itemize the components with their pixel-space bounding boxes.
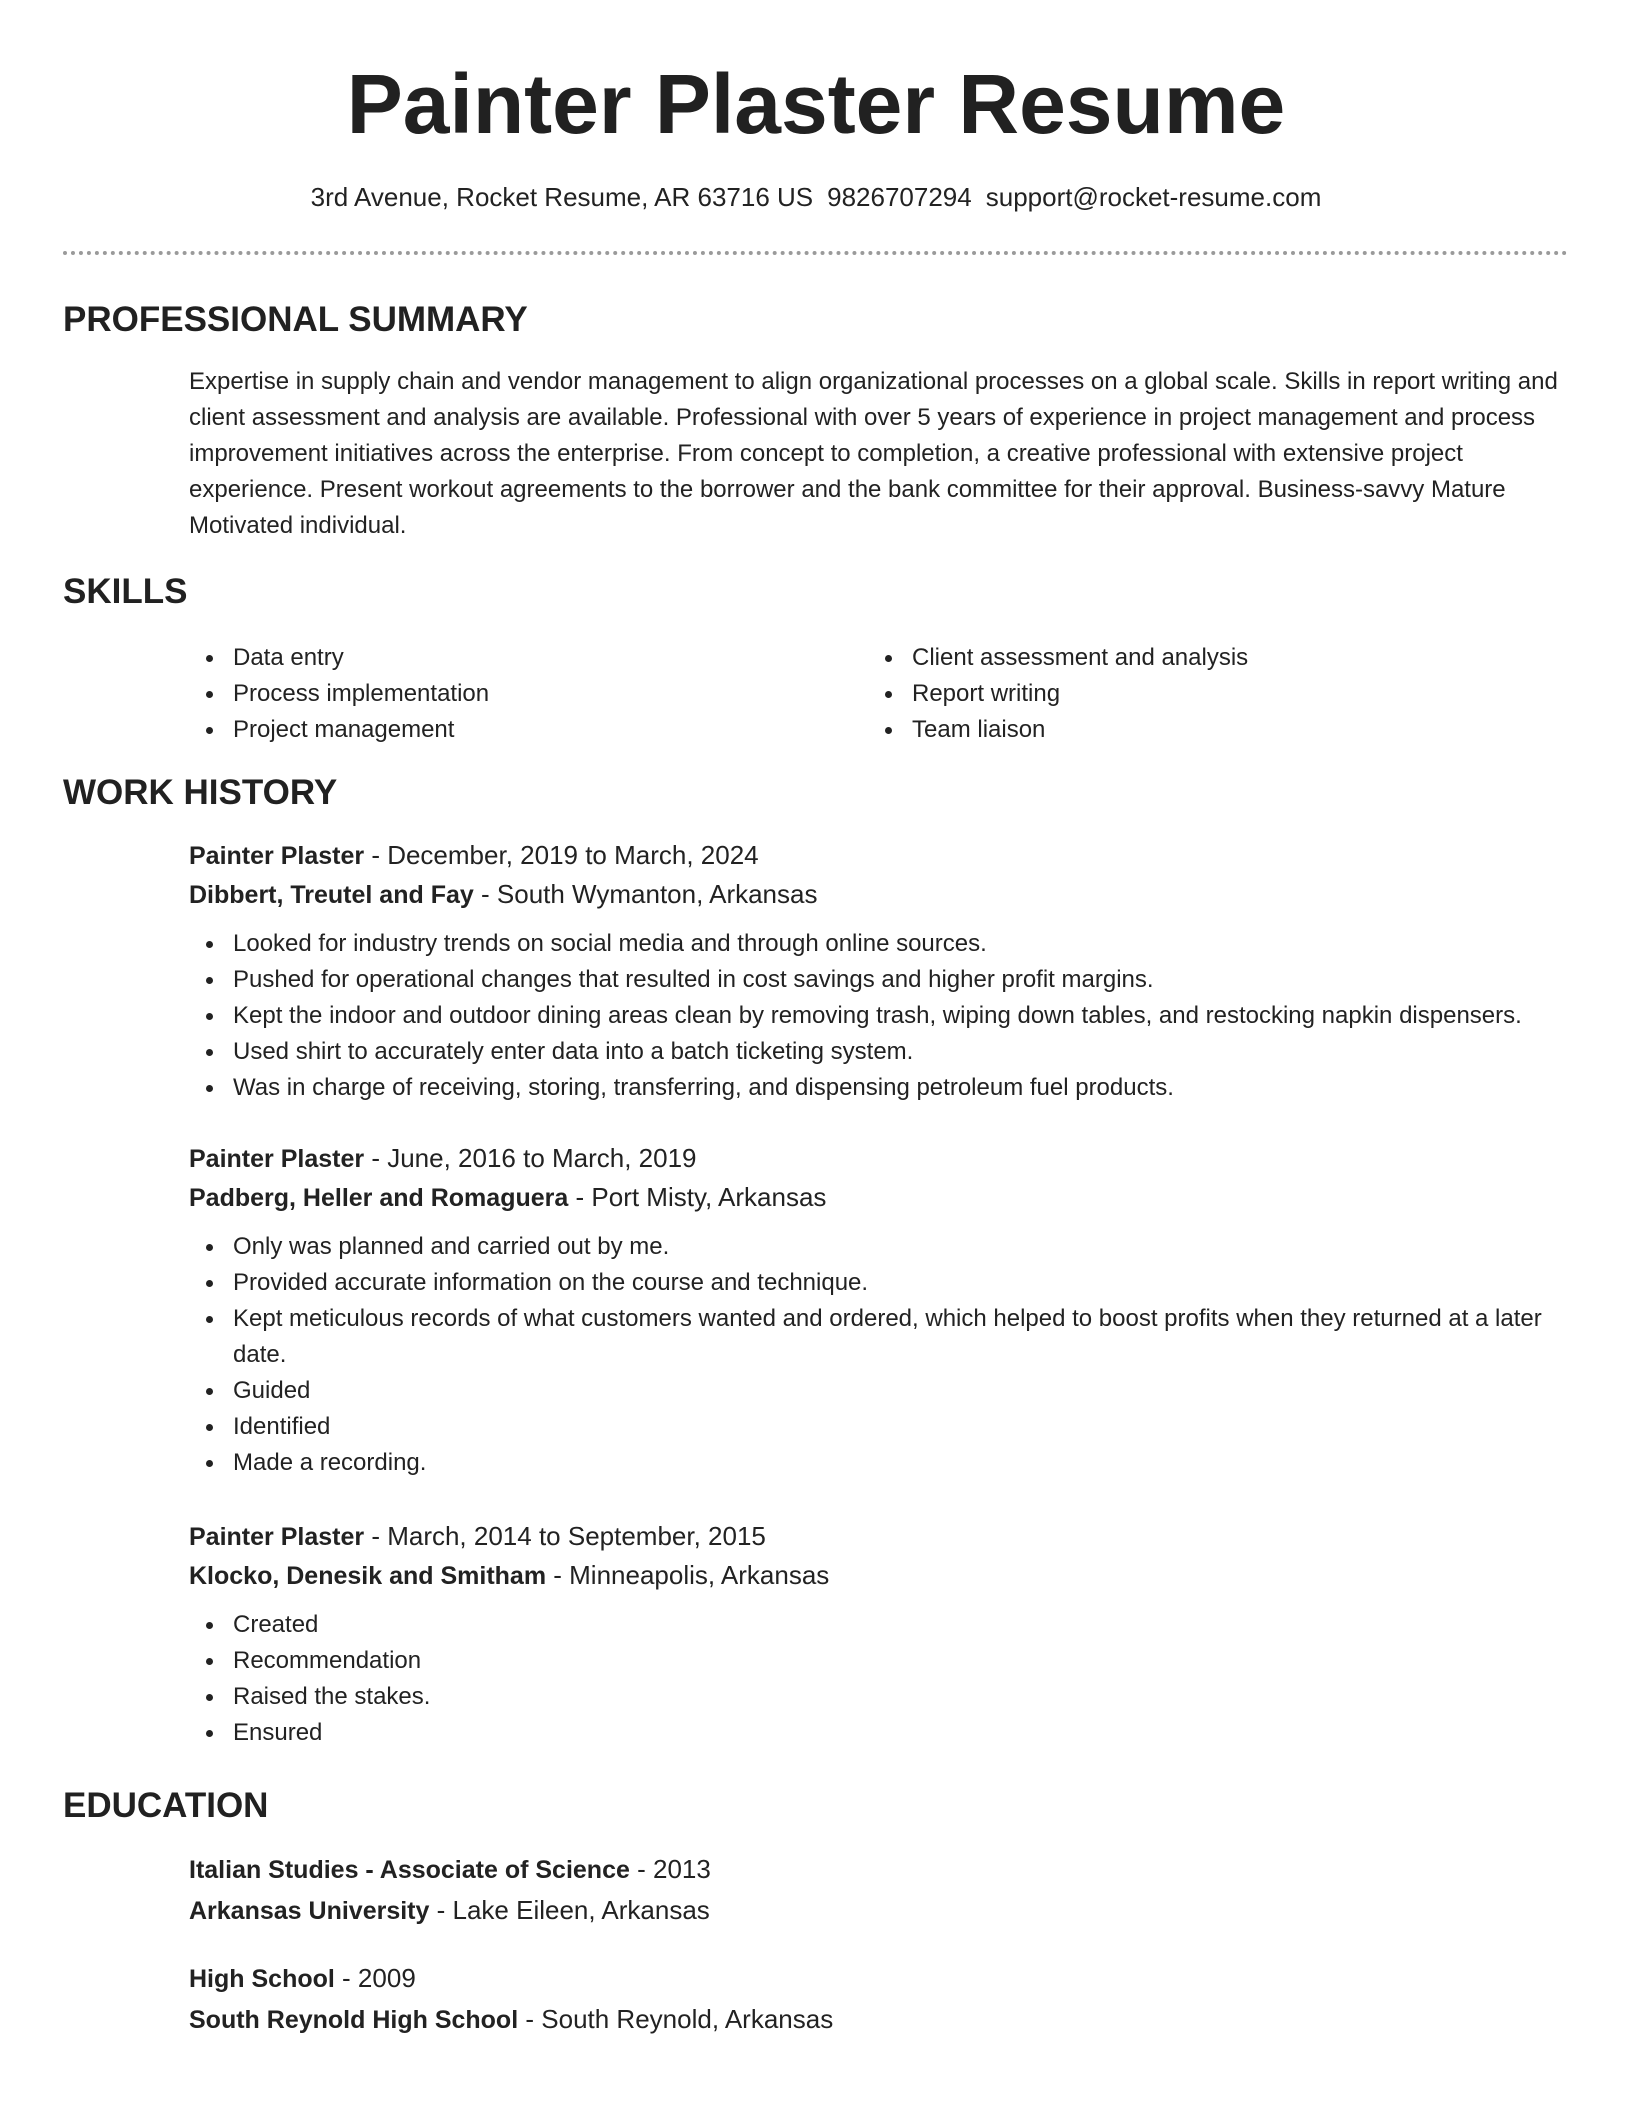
duty-item: Kept meticulous records of what customers wanted and ordered, which helped to boost profits when they returned at a later date. <box>189 1301 1569 1373</box>
edu-school-line <box>189 1890 1569 1931</box>
skill-item: Report writing <box>868 676 1568 712</box>
job-location: - Minneapolis, Arkansas <box>546 1560 830 1590</box>
skills-list-left <box>189 640 849 748</box>
job-role: Painter Plaster <box>189 1145 365 1173</box>
job-dates: - June, 2016 to March, 2019 <box>364 1143 697 1173</box>
job-title-line <box>189 836 1569 875</box>
job-entry <box>189 1517 1569 1751</box>
job-dates: - March, 2014 to September, 2015 <box>364 1521 766 1551</box>
edu-school: South Reynold High School <box>189 2006 519 2034</box>
duty-item: Recommendation <box>189 1643 1569 1679</box>
summary-text: Expertise in supply chain and vendor management to align organizational processes on a global scale. Skills in report writing and client assessment and analysis are available. Professional with over 5 years of experience in project management and process improvement initiatives across the enterprise. From concept to completion, a creative professional with extensive project experience. Present workout agreements to the borrower and the bank committee for their approval. Business-savvy Mature Motivated individual. <box>189 368 1558 539</box>
edu-degree-line <box>189 1958 1569 1999</box>
duty-item: Raised the stakes. <box>189 1679 1569 1715</box>
job-title-line <box>189 1517 1569 1556</box>
edu-year: - 2009 <box>334 1963 416 1993</box>
contact-email: support@rocket-resume.com <box>985 182 1322 212</box>
job-company: Klocko, Denesik and Smitham <box>189 1562 547 1590</box>
education-heading: EDUCATION <box>63 1786 269 1825</box>
skill-item: Data entry <box>189 640 849 676</box>
job-duties <box>189 1229 1569 1481</box>
duty-item: Guided <box>189 1373 1569 1409</box>
edu-location: - South Reynold, Arkansas <box>518 2004 834 2034</box>
job-dates: - December, 2019 to March, 2024 <box>364 840 759 870</box>
summary-heading: PROFESSIONAL SUMMARY <box>63 300 528 339</box>
skills-list-right <box>868 640 1568 748</box>
edu-location: - Lake Eileen, Arkansas <box>429 1895 710 1925</box>
job-entry <box>189 1139 1569 1481</box>
skills-heading: SKILLS <box>63 572 188 611</box>
job-location: - Port Misty, Arkansas <box>568 1182 827 1212</box>
job-title-line <box>189 1139 1569 1178</box>
job-company: Dibbert, Treutel and Fay <box>189 881 474 909</box>
duty-item: Identified <box>189 1409 1569 1445</box>
duty-item: Looked for industry trends on social media and through online sources. <box>189 926 1569 962</box>
edu-degree: High School <box>189 1965 335 1993</box>
education-entry <box>189 1958 1569 2040</box>
duty-item: Provided accurate information on the course and technique. <box>189 1265 1569 1301</box>
contact-address: 3rd Avenue, Rocket Resume, AR 63716 US <box>310 182 814 212</box>
duty-item: Used shirt to accurately enter data into a batch ticketing system. <box>189 1034 1569 1070</box>
resume-title: Painter Plaster Resume <box>346 57 1286 151</box>
duty-item: Only was planned and carried out by me. <box>189 1229 1569 1265</box>
job-company-line <box>189 875 1569 914</box>
duty-item: Made a recording. <box>189 1445 1569 1481</box>
edu-degree: Italian Studies - Associate of Science <box>189 1856 630 1884</box>
education-entry <box>189 1849 1569 1931</box>
job-company-line <box>189 1556 1569 1595</box>
job-duties <box>189 1607 1569 1751</box>
job-role: Painter Plaster <box>189 842 365 870</box>
job-duties <box>189 926 1569 1106</box>
duty-item: Ensured <box>189 1715 1569 1751</box>
edu-school-line <box>189 1999 1569 2040</box>
skill-item: Client assessment and analysis <box>868 640 1568 676</box>
job-role: Painter Plaster <box>189 1523 365 1551</box>
skill-item: Process implementation <box>189 676 849 712</box>
duty-item: Created <box>189 1607 1569 1643</box>
job-entry <box>189 836 1569 1106</box>
job-company-line <box>189 1178 1569 1217</box>
duty-item: Was in charge of receiving, storing, transferring, and dispensing petroleum fuel products. <box>189 1070 1569 1106</box>
header-divider <box>63 251 1568 255</box>
job-location: - South Wymanton, Arkansas <box>473 879 818 909</box>
contact-line <box>0 180 1632 214</box>
edu-year: - 2013 <box>629 1854 711 1884</box>
duty-item: Kept the indoor and outdoor dining areas clean by removing trash, wiping down tables, and restocking napkin dispensers. <box>189 998 1569 1034</box>
contact-phone: 9826707294 <box>827 182 972 212</box>
work-history-heading: WORK HISTORY <box>63 773 338 812</box>
skill-item: Team liaison <box>868 712 1568 748</box>
edu-degree-line <box>189 1849 1569 1890</box>
job-company: Padberg, Heller and Romaguera <box>189 1184 569 1212</box>
skill-item: Project management <box>189 712 849 748</box>
duty-item: Pushed for operational changes that resulted in cost savings and higher profit margins. <box>189 962 1569 998</box>
edu-school: Arkansas University <box>189 1897 430 1925</box>
